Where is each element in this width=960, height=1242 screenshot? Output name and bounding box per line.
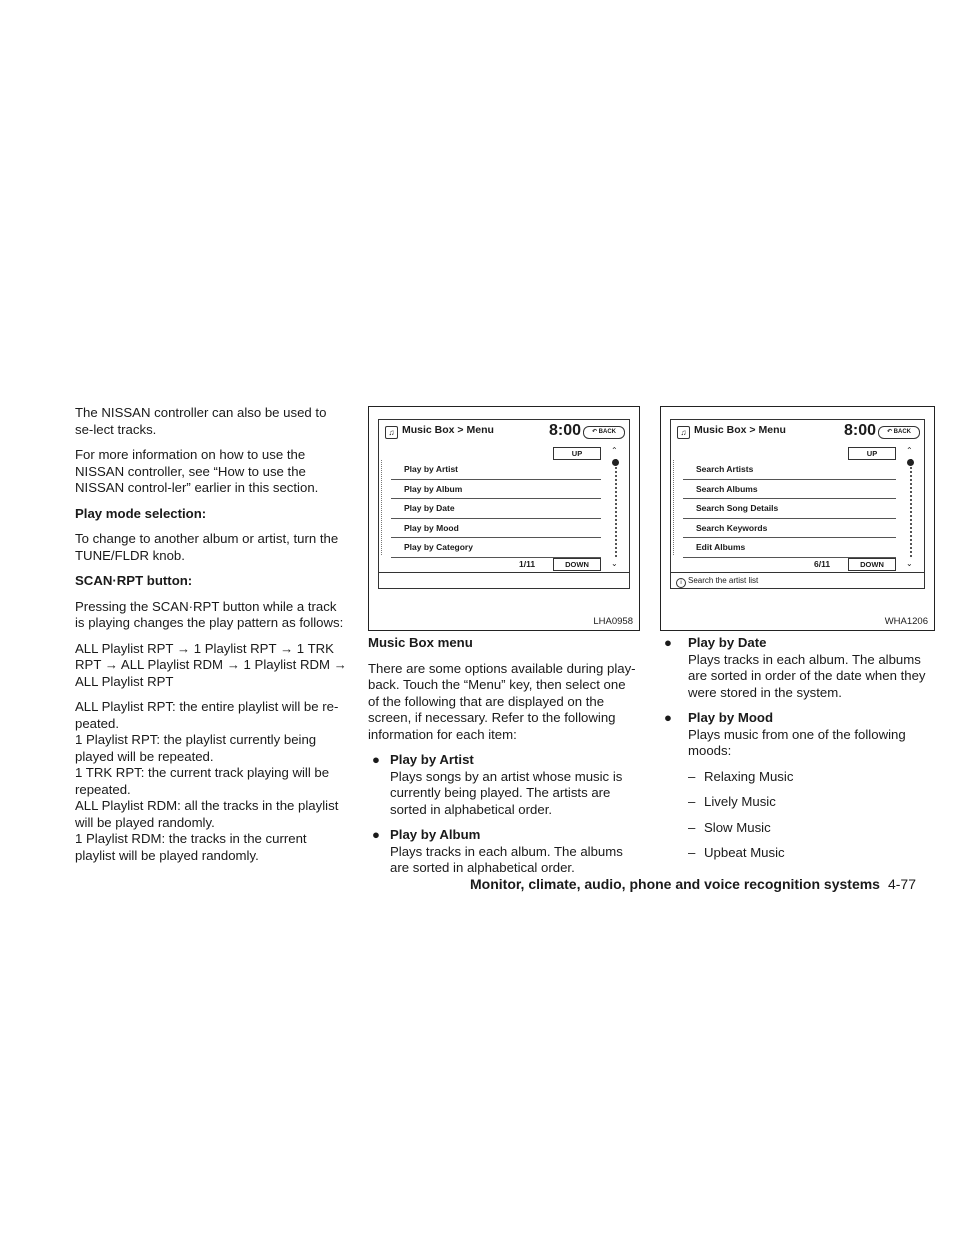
chevron-up-icon: ⌃ (611, 446, 618, 455)
page-number: 4-77 (887, 876, 916, 892)
status-text: Search the artist list (688, 576, 759, 585)
menu-item-search-song-details[interactable]: Search Song Details (683, 499, 896, 519)
status-bar (671, 572, 924, 589)
scrollbar[interactable] (904, 447, 918, 569)
list-item (660, 635, 935, 701)
definition-1-playlist-rpt: 1 Playlist RPT: the playlist currently being played will be repeated. (75, 732, 317, 764)
definition-all-playlist-rpt: ALL Playlist RPT: the entire playlist will be re-peated. (75, 699, 339, 731)
item-description: Plays tracks in each album. The albums are sorted in order of the date when they were stored in the system. (688, 651, 926, 700)
menu-item-search-albums[interactable]: Search Albums (683, 480, 896, 500)
section-title: Monitor, climate, audio, phone and voice recognition systems (470, 876, 880, 892)
bullet-icon: ● (372, 752, 380, 767)
back-button[interactable]: ↶ BACK (583, 426, 625, 439)
heading-music-box-menu: Music Box menu (368, 635, 473, 650)
menu-item-play-by-album[interactable]: Play by Album (391, 480, 601, 500)
item-title: Play by Date (688, 635, 767, 650)
definition-1-trk-rpt: 1 TRK RPT: the current track playing will be repeated. (75, 765, 330, 797)
page-footer (470, 876, 916, 892)
up-button[interactable]: UP (553, 447, 601, 460)
left-dotted-rail (673, 460, 680, 555)
music-box-icon: ♫ (385, 426, 398, 439)
menu-item-search-keywords[interactable]: Search Keywords (683, 519, 896, 539)
item-description: Plays tracks in each album. The albums are sorted in alphabetical order. (390, 843, 623, 875)
down-button[interactable]: DOWN (848, 558, 896, 571)
definition-all-playlist-rdm: ALL Playlist RDM: all the tracks in the playlist will be played randomly. (75, 798, 339, 830)
back-label: BACK (893, 429, 912, 435)
paragraph-play-pattern: ALL Playlist RPT → 1 Playlist RPT → 1 TRK RPT → ALL Playlist RDM → 1 Playlist RDM → ALL Playlist RPT (75, 640, 347, 689)
left-dotted-rail (381, 460, 388, 555)
figure-music-box-menu-2 (660, 406, 935, 631)
clock: 8:00 (843, 422, 876, 439)
heading-play-mode: Play mode selection: (75, 505, 207, 521)
list-item (368, 752, 640, 818)
menu-list (683, 460, 896, 558)
bullet-icon: ● (664, 635, 672, 650)
item-description: Plays songs by an artist whose music is currently being played. The artists are sorted in alphabetical order. (390, 768, 623, 817)
down-button[interactable]: DOWN (553, 558, 601, 571)
definition-1-playlist-rdm: 1 Playlist RDM: the tracks in the current playlist will be played randomly. (75, 831, 307, 863)
scroll-track (910, 459, 913, 557)
paragraph-more-info: For more information on how to use the NISSAN controller, see “How to use the NISSAN control-ler” earlier in this section. (75, 447, 319, 495)
back-button[interactable]: ↶ BACK (878, 426, 920, 439)
scroll-knob[interactable] (612, 459, 619, 466)
figure-code: LHA0958 (593, 616, 633, 627)
list-item (368, 827, 640, 877)
page-indicator: 1/11 (519, 559, 536, 569)
figure-code: WHA1206 (884, 616, 928, 627)
menu-item-play-by-date[interactable]: Play by Date (391, 499, 601, 519)
mood-item: – Slow Music (688, 819, 771, 835)
music-box-icon: ♫ (677, 426, 690, 439)
middle-column (368, 635, 640, 886)
chevron-up-icon: ⌃ (906, 446, 913, 455)
mood-item: – Upbeat Music (688, 845, 785, 860)
figure-music-box-menu-1 (368, 406, 640, 631)
menu-item-play-by-category[interactable]: Play by Category (391, 538, 601, 558)
list-item (660, 710, 935, 760)
mood-item: – Lively Music (688, 794, 776, 809)
chevron-down-icon: ⌄ (906, 559, 913, 568)
heading-scan-rpt: SCAN·RPT button: (75, 573, 193, 588)
screen-header (671, 420, 924, 446)
screen-header (379, 420, 629, 446)
menu-item-edit-albums[interactable]: Edit Albums (683, 538, 896, 558)
paragraph-controller: The NISSAN controller can also be used to se-lect tracks. (75, 405, 327, 437)
up-button[interactable]: UP (848, 447, 896, 460)
mood-item: – Relaxing Music (688, 768, 794, 784)
chevron-down-icon: ⌄ (611, 559, 618, 568)
bullet-icon: ● (372, 827, 380, 842)
menu-item-play-by-artist[interactable]: Play by Artist (391, 460, 601, 480)
info-icon: i (676, 578, 686, 588)
status-bar (379, 572, 629, 589)
screen-title: Music Box > Menu (694, 424, 786, 436)
right-column (660, 635, 935, 871)
paragraph-music-box-menu: There are some options available during play-back. Touch the “Menu” key, then select one of the following that are displayed on the screen, if necessary. Refer to the following information for each item: (368, 660, 636, 742)
left-column (75, 405, 348, 864)
clock: 8:00 (548, 422, 581, 439)
item-title: Play by Artist (390, 752, 474, 767)
back-label: BACK (598, 429, 617, 435)
item-title: Play by Album (390, 827, 481, 842)
menu-item-search-artists[interactable]: Search Artists (683, 460, 896, 480)
screen-display (378, 419, 630, 589)
screen-display (670, 419, 925, 589)
menu-item-play-by-mood[interactable]: Play by Mood (391, 519, 601, 539)
scroll-knob[interactable] (907, 459, 914, 466)
bullet-icon: ● (664, 710, 672, 725)
item-description: Plays music from one of the following moods: (688, 726, 906, 758)
scrollbar[interactable] (609, 447, 623, 569)
screen-title: Music Box > Menu (402, 424, 494, 436)
paragraph-scan-rpt: Pressing the SCAN·RPT button while a track is playing changes the play pattern as follows: (75, 598, 344, 630)
item-title: Play by Mood (688, 710, 773, 725)
paragraph-play-mode: To change to another album or artist, turn the TUNE/FLDR knob. (75, 531, 339, 563)
scroll-track (615, 459, 618, 557)
page-indicator: 6/11 (814, 559, 831, 569)
menu-list (391, 460, 601, 558)
